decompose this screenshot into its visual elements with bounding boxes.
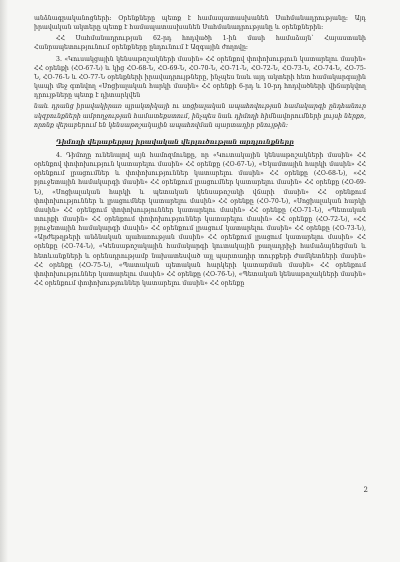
page-number: 2 — [363, 486, 368, 494]
scan-edge-shadow — [0, 0, 8, 562]
section-heading: Դիմողի վերաբերյալ իրավական վերլուծության արդյունքները — [56, 137, 294, 146]
paragraph-4: 4. Դիմողը ունենալով այն համոզմունքը, որ «Կուտակային կենսաթոշակների մասին» ՀՀ օրենքով փոփոխություն կատարելու մասին» ՀՀ օրենքը (ՀՕ-67-Ն), «Եկամտային հարկի մասին» ՀՀ օրենքում լրացումներ և փոփոխություններ կատարելու մասին» ՀՀ օրենքը (ՀՕ-68-Ն), «ՀՀ բյուջետային համակարգի մասին» ՀՀ օրենքում լրացումներ կատարելու մասին» ՀՀ օրենքը (ՀՕ-69-Ն), «Սոցիալական հարկի և պետական կենսաթոշակի վճարի մասին» ՀՀ օրենքում փոփոխություններ և լրացումներ կատարելու մասին» ՀՀ օրենքը (ՀՕ-70-Ն), «Սոցիալական հարկի մասին» ՀՀ օրենքում փոփոխություններ կատարելու մասին» ՀՀ օրենքը (ՀՕ-71-Ն), «Պետական տուրքի մասին» ՀՀ օրենքում փոփոխություններ կատարելու մասին» ՀՀ օրենքը (ՀՕ-72-Ն), «ՀՀ բյուջետային համակարգի մասին» ՀՀ օրենքում լրացում կատարելու մասին» ՀՀ օրենքը (ՀՕ-73-Ն), «Արժեթղթերի անձնական պահառության մասին» ՀՀ օրենքում լրացում կատարելու մասին» ՀՀ օրենքը (ՀՕ-74-Ն), «Կենսաթոշակային համակարգի կուտակային բաղադրիչի համաձայնեցման և հետևանքների և օրենսդրությամբ նախատեսված այլ պարտադիր տուրքերի ժամկետների մասին» ՀՀ օրենքը (ՀՕ-75-Ն), «Պատական պետական հարկերի կատարման մասին» ՀՀ օրենքում փոփոխություններ կատարելու մասին» ՀՀ օրենքը (ՀՕ-76-Ն), «Պետական կենսաթոշակների մասին» ՀՀ օրենքում փոփոխություններ կատարելու մասին» ՀՀ օրենքը — [34, 151, 366, 288]
paragraph-3: 3. «Կուսակցային կենսաթոշակների մասին» ՀՀ օրենքով փոփոխություն կատարելու մասին» ՀՀ օրենքի (ՀՕ-67-Ն) և կից ՀՕ-68-Ն, ՀՕ-69-Ն, ՀՕ-70-Ն, ՀՕ-71-Ն, ՀՕ-72-Ն, ՀՕ-73-Ն, ՀՕ-74-Ն, ՀՕ-75-Ն, ՀՕ-76-Ն և ՀՕ-77-Ն օրենքների իրավադրույթները, ինչպես նաև այդ ակտերի հետ համակարգային կապի մեջ գտնվող «Սոցիալական հարկի մասին» ՀՀ օրենքի 6-րդ և 10-րդ հոդվածների վիճարկվող դրույթները պետք է դիտարկվեն — [34, 55, 366, 100]
paragraph-intro: անձնագրականոցների: Օրենքները պետք է համապատասխանեն Սահմանադրությանը: Այդ իրավական ակտերը պետք է համապատասխանեն Սահմանադրությանը և օրենքներին: — [34, 15, 366, 32]
paragraph-3-continuation: նաև դրանց իրավակիրառ պրակտիկայի ու սոցիալական ապահովության համակարգի ընդհանուր սկզբունքների ամբողջության համատեքստում, ինչպես նաև դիմողի հիմնավորումների լույսի ներքո, որոնք վերաբերում են կենսաթոշակային ապահովման պարտադիր բնույթին: — [34, 103, 366, 129]
paragraph-article-62: ՀՀ Սահմանադրության 62-րդ հոդվածի 1-ին մասի համաձայն՝ Հայաստանի Հանրապետությունում օրենքները ընդունում է Ազգային ժողովը: — [34, 35, 366, 52]
